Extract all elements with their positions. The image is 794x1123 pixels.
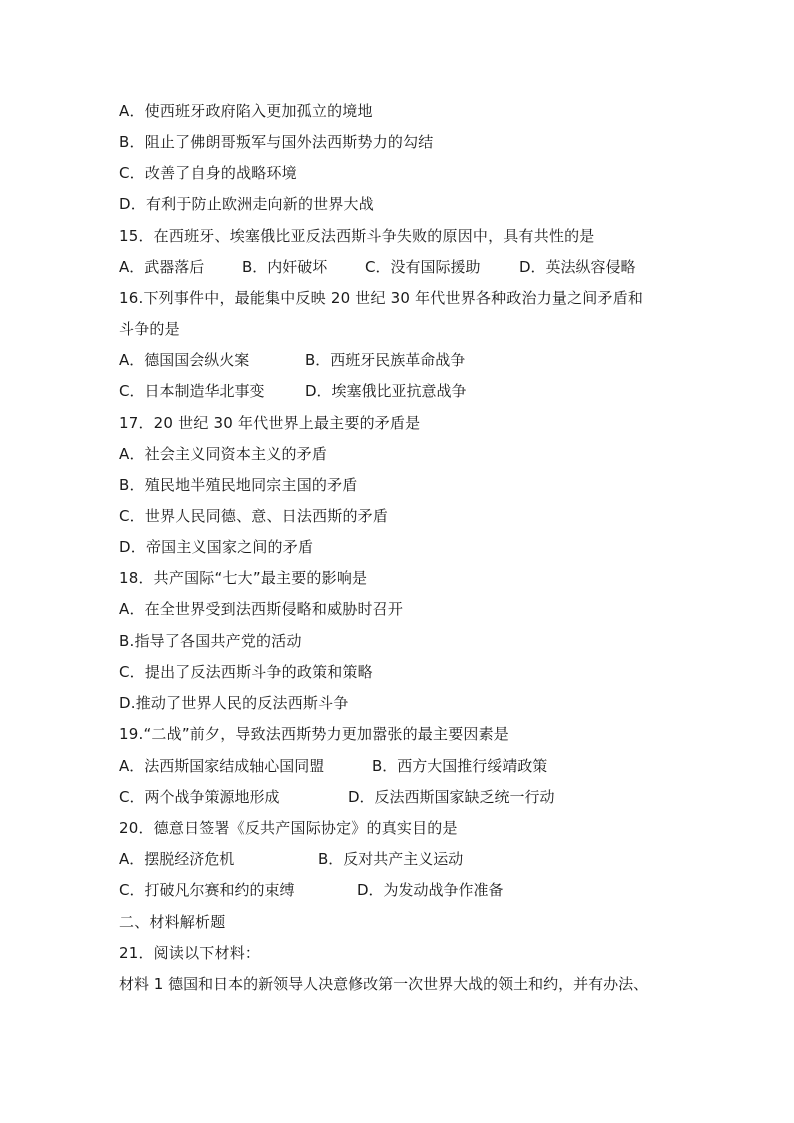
option-line: B．殖民地半殖民地同宗主国的矛盾: [119, 476, 358, 494]
option-a: A．摆脱经济危机: [119, 850, 235, 868]
option-line: D．有利于防止欧洲走向新的世界大战: [119, 195, 374, 213]
question-16-continued: 斗争的是: [119, 320, 180, 338]
option-line: A．社会主义同资本主义的矛盾: [119, 445, 328, 463]
option-line: C．提出了反法西斯斗争的政策和策略: [119, 663, 373, 681]
option-b: B．西方大国推行绥靖政策: [372, 757, 548, 775]
option-line: B．阻止了佛朗哥叛军与国外法西斯势力的勾结: [119, 133, 434, 151]
option-line: A．在全世界受到法西斯侵略和威胁时召开: [119, 600, 404, 618]
option-d: D．反法西斯国家缺乏统一行动: [348, 788, 555, 806]
option-line: A．使西班牙政府陷入更加孤立的境地: [119, 102, 373, 120]
section-heading: 二、材料解析题: [119, 913, 226, 931]
option-c: C．两个战争策源地形成: [119, 788, 280, 806]
option-d: D．为发动战争作准备: [357, 881, 504, 899]
option-c: C．没有国际援助: [365, 258, 481, 276]
option-line: D.推动了世界人民的反法西斯斗争: [119, 694, 349, 712]
option-c: C．打破凡尔赛和约的束缚: [119, 881, 295, 899]
option-line: B.指导了各国共产党的活动: [119, 632, 302, 650]
option-a: A．德国国会纵火案: [119, 351, 250, 369]
option-line: C．世界人民同德、意、日法西斯的矛盾: [119, 507, 389, 525]
question-17: 17．20 世纪 30 年代世界上最主要的矛盾是: [119, 414, 421, 432]
option-c: C．日本制造华北事变: [119, 382, 265, 400]
question-15: 15．在西班牙、埃塞俄比亚反法西斯斗争失败的原因中，具有共性的是: [119, 227, 595, 245]
question-21: 21．阅读以下材料：: [119, 944, 261, 962]
question-16: 16.下列事件中，最能集中反映 20 世纪 30 年代世界各种政治力量之间矛盾和: [119, 289, 644, 307]
option-line: C．改善了自身的战略环境: [119, 164, 297, 182]
material-1-text: 材料 1 德国和日本的新领导人决意修改第一次世界大战的领土和约，并有办法、: [119, 975, 649, 993]
question-20: 20．德意日签署《反共产国际协定》的真实目的是: [119, 819, 458, 837]
option-b: B．内奸破坏: [242, 258, 328, 276]
option-d: D．英法纵容侵略: [519, 258, 636, 276]
question-19: 19.“二战”前夕，导致法西斯势力更加嚣张的最主要因素是: [119, 725, 509, 743]
option-b: B．反对共产主义运动: [318, 850, 464, 868]
option-line: D．帝国主义国家之间的矛盾: [119, 538, 314, 556]
question-18: 18．共产国际“七大”最主要的影响是: [119, 569, 368, 587]
option-d: D．埃塞俄比亚抗意战争: [305, 382, 467, 400]
option-a: A．法西斯国家结成轴心国同盟: [119, 757, 325, 775]
option-b: B．西班牙民族革命战争: [305, 351, 466, 369]
option-a: A．武器落后: [119, 258, 205, 276]
